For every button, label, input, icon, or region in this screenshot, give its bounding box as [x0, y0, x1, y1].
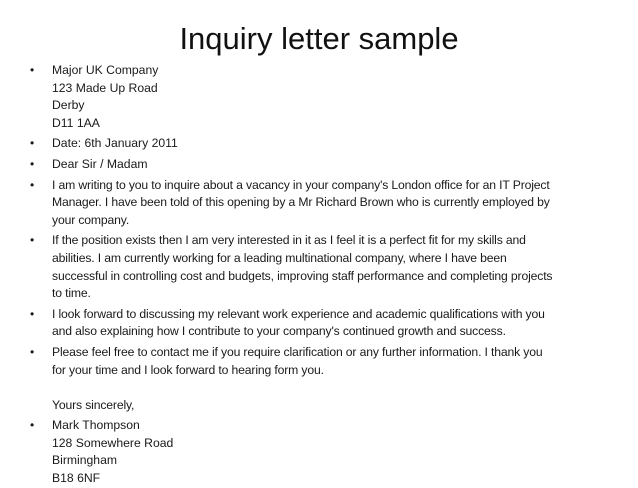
sender-name: Mark Thompson [52, 418, 140, 433]
bullet-icon: • [30, 177, 35, 192]
bullet-date [0, 135, 638, 153]
bullet-paragraph-1 [0, 177, 638, 230]
letter-bullet-list [0, 62, 638, 488]
bullet-paragraph-3 [0, 306, 638, 341]
page-title: Inquiry letter sample [179, 21, 459, 56]
recipient-city: Derby [52, 98, 85, 113]
bullet-icon: • [30, 233, 35, 248]
bullet-icon: • [30, 136, 35, 151]
sender-postcode: B18 6NF [52, 471, 101, 486]
bullet-salutation [0, 156, 638, 174]
paragraph-line: for your time and I look forward to hearing form you. [52, 362, 324, 377]
bullet-sender-address [0, 417, 638, 487]
blank-line [52, 379, 608, 397]
paragraph-line: to time. [52, 286, 91, 301]
bullet-paragraph-2 [0, 232, 638, 302]
salutation: Dear Sir / Madam [52, 156, 148, 171]
bullet-icon: • [30, 418, 35, 433]
paragraph-line: your company. [52, 212, 130, 227]
paragraph-line: and also explaining how I contribute to your company's continued growth and success. [52, 324, 506, 339]
paragraph-line: successful in controlling cost and budgets, improving staff performance and completing projects [52, 268, 553, 283]
bullet-icon: • [30, 306, 35, 321]
paragraph-line: I am writing to you to inquire about a vacancy in your company's London office for an IT Project [52, 177, 550, 192]
sender-street: 128 Somewhere Road [52, 435, 174, 450]
paragraph-line: abilities. I am currently working for a leading multinational company, where I have been [52, 250, 507, 265]
recipient-street: 123 Made Up Road [52, 80, 158, 95]
recipient-postcode: D11 1AA [52, 115, 100, 130]
bullet-icon: • [30, 63, 35, 77]
bullet-icon: • [30, 156, 35, 171]
bullet-icon: • [30, 344, 35, 359]
paragraph-line: I look forward to discussing my relevant work experience and academic qualifications with you [52, 306, 545, 321]
paragraph-line: If the position exists then I am very interested in it as I feel it is a perfect fit for my skills and [52, 233, 526, 248]
letter-date: Date: 6th January 2011 [52, 136, 178, 151]
paragraph-line: Manager. I have been told of this opening by a Mr Richard Brown who is currently employed by [52, 195, 550, 210]
paragraph-line: Please feel free to contact me if you require clarification or any further information. I thank you [52, 344, 543, 359]
bullet-recipient-address [0, 62, 638, 132]
closing: Yours sincerely, [52, 397, 135, 412]
bullet-paragraph-4 [0, 344, 638, 414]
sender-city: Birmingham [52, 453, 118, 468]
recipient-company: Major UK Company [52, 63, 159, 77]
